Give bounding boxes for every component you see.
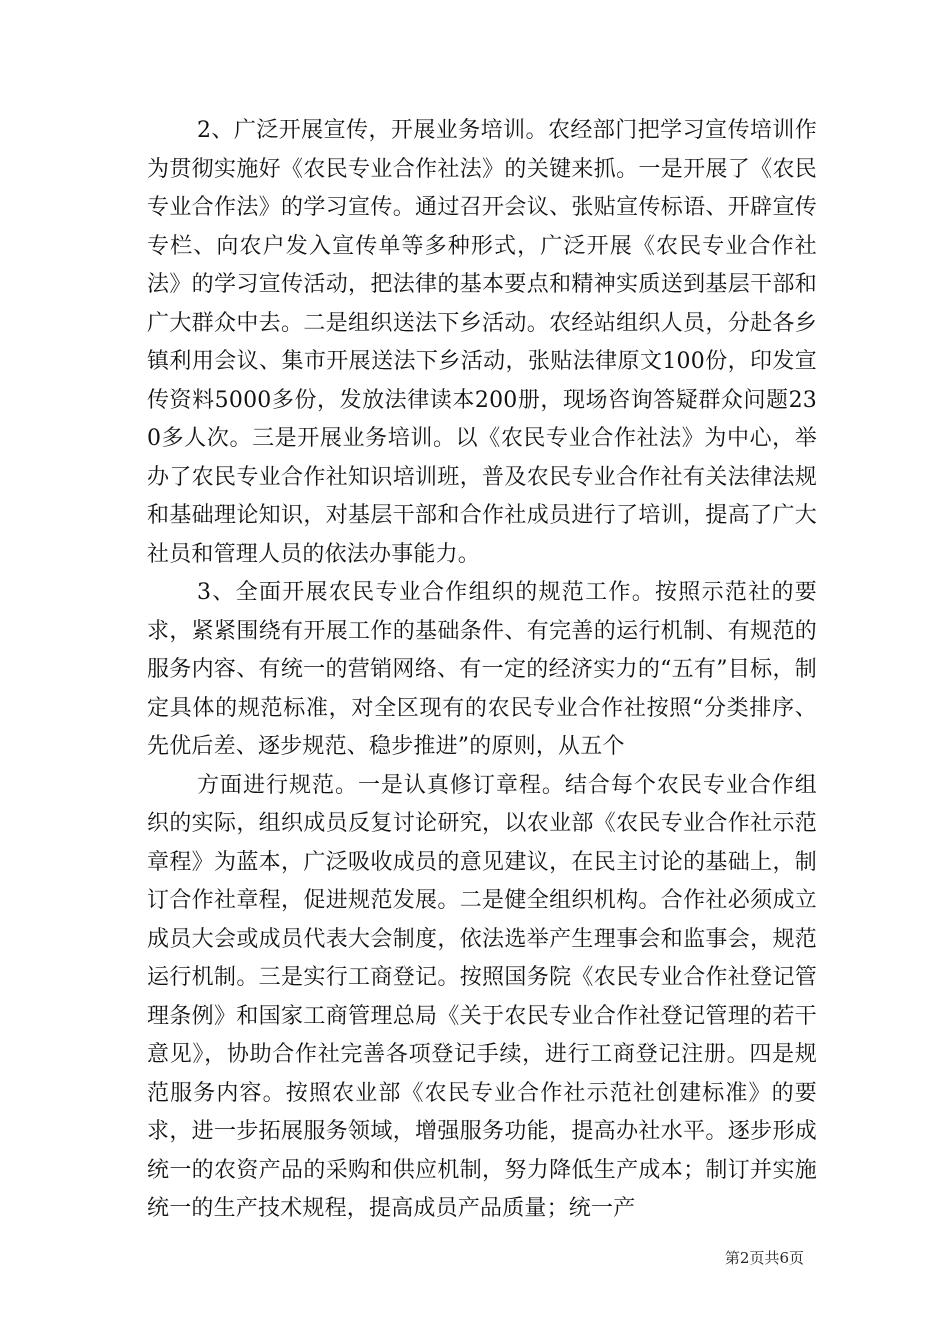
page-number: 第2页共6页 (724, 1249, 804, 1267)
paragraph-standardization: 3、全面开展农民专业合作组织的规范工作。按照示范社的要求，紧紧围绕有开展工作的基础条件、有完善的运行机制、有规范的服务内容、有统一的营销网络、有一定的经济实力的“五有”目标，制定具体的规范标准，对全区现有的农民专业合作社按照“分类排序、先优后差、逐步规范、稳步推进”的原则，从五个 (147, 580, 817, 759)
paragraph-publicity-training: 2、广泛开展宣传，开展业务培训。农经部门把学习宣传培训作为贯彻实施好《农民专业合作社法》的关键来抓。一是开展了《农民专业合作法》的学习宣传。通过召开会议、张贴宣传标语、开辟宣传专栏、向农户发入宣传单等多种形式，广泛开展《农民专业合作社法》的学习宣传活动，把法律的基本要点和精神实质送到基层干部和广大群众中去。二是组织送法下乡活动。农经站组织人员，分赴各乡镇利用会议、集市开展送法下乡活动，张贴法律原文100份，印发宣传资料5000多份，发放法律读本200册，现场咨询答疑群众问题230多人次。三是开展业务培训。以《农民专业合作社法》为中心，举办了农民专业合作社知识培训班，普及农民专业合作社有关法律法规和基础理论知识，对基层干部和合作社成员进行了培训，提高了广大社员和管理人员的依法办事能力。 (147, 118, 817, 567)
document-body (147, 112, 817, 1229)
paragraph-five-aspects: 方面进行规范。一是认真修订章程。结合每个农民专业合作组织的实际，组织成员反复讨论研究，以农业部《农民专业合作社示范章程》为蓝本，广泛吸收成员的意见建议，在民主讨论的基础上，制订合作社章程，促进规范发展。二是健全组织机构。合作社必须成立成员大会或成员代表大会制度，依法选举产生理事会和监事会，规范运行机制。三是实行工商登记。按照国务院《农民专业合作社登记管理条例》和国家工商管理总局《关于农民专业合作社登记管理的若干意见》，协助合作社完善各项登记手续，进行工商登记注册。四是规范服务内容。按照农业部《农民专业合作社示范社创建标准》的要求，进一步拓展服务领域，增强服务功能，提高办社水平。逐步形成统一的农资产品的采购和供应机制，努力降低生产成本；制订并实施统一的生产技术规程，提高成员产品质量；统一产 (147, 772, 817, 1221)
